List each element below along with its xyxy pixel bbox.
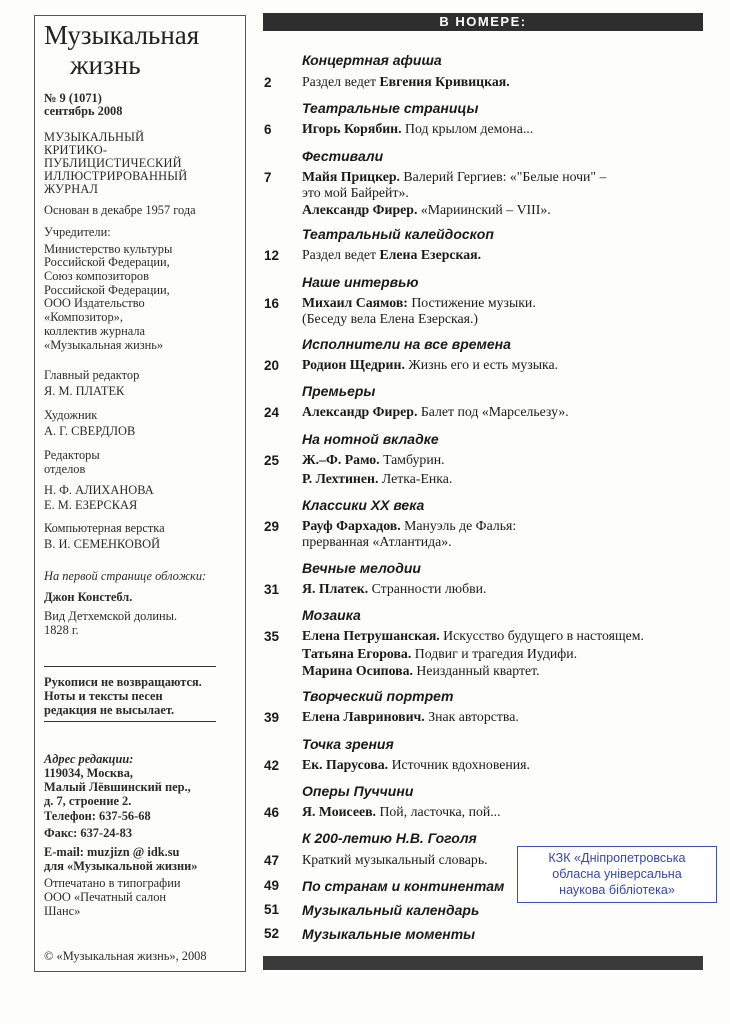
toc-entry-continued: это мой Байрейт». — [302, 185, 409, 200]
toc-entry: Раздел ведет Евгения Кривицкая. — [302, 74, 510, 89]
toc-section-title: По странам и континентам — [302, 878, 505, 894]
toc-page-number: 29 — [264, 519, 280, 534]
chief-editor-label: Главный редактор — [44, 368, 140, 382]
magazine-title-line1: Музыкальная — [44, 20, 200, 50]
toc-section-title: Концертная афиша — [302, 52, 442, 68]
toc-entry: Елена Лавринович. Знак авторства. — [302, 709, 519, 724]
divider — [44, 721, 216, 722]
toc-page-number: 31 — [264, 582, 280, 597]
printer-line: ООО «Печатный салон — [44, 890, 167, 904]
toc-page-number: 12 — [264, 248, 280, 263]
toc-entry: Ек. Парусова. Источник вдохновения. — [302, 757, 530, 772]
founded-note: Основан в декабре 1957 года — [44, 203, 196, 217]
copyright: © «Музыкальная жизнь», 2008 — [44, 949, 207, 963]
founders-line: «Композитор», — [44, 310, 123, 324]
chief-editor-name: Я. М. ПЛАТЕК — [44, 384, 125, 398]
cover-label: На первой странице обложки: — [44, 569, 207, 583]
toc-entry: Рауф Фархадов. Мануэль де Фалья: — [302, 518, 517, 533]
editor-name: Е. М. ЕЗЕРСКАЯ — [44, 498, 138, 512]
journal-type-line: ИЛЛЮСТРИРОВАННЫЙ — [44, 169, 188, 183]
email-note: для «Музыкальной жизни» — [44, 859, 198, 873]
toc-section-title: Творческий портрет — [302, 688, 454, 704]
founders-line: Российской Федерации, — [44, 283, 170, 297]
toc-section-title: Фестивали — [302, 148, 384, 164]
toc-page-number: 25 — [264, 453, 280, 468]
toc-page-number: 39 — [264, 710, 280, 725]
fax: Факс: 637-24-83 — [44, 826, 133, 840]
toc-section-title: Музыкальный календарь — [302, 902, 480, 918]
address-line: Малый Лёвшинский пер., — [44, 780, 191, 794]
address-line: 119034, Москва, — [44, 766, 134, 780]
toc-page-number: 2 — [264, 75, 272, 90]
toc-section-title: Театральные страницы — [302, 100, 479, 116]
toc-entry: Майя Прицкер. Валерий Гергиев: «"Белые ночи" – — [302, 169, 607, 184]
cover-work: 1828 г. — [44, 623, 79, 637]
toc-entry: Михаил Саямов: Постижение музыки. — [302, 295, 536, 310]
toc-entry: Раздел ведет Елена Езерская. — [302, 247, 482, 262]
toc-entry: Краткий музыкальный словарь. — [302, 852, 488, 867]
toc-entry: Ж.–Ф. Рамо. Тамбурин. — [302, 452, 445, 467]
toc-entry: Елена Петрушанская. Искусство будущего в настоящем. — [302, 628, 644, 643]
notice-line: Ноты и тексты песен — [44, 689, 163, 703]
printer-line: Шанс» — [44, 904, 81, 918]
artist-label: Художник — [44, 408, 98, 422]
address-label: Адрес редакции: — [44, 752, 134, 766]
toc-section-title: На нотной вкладке — [302, 431, 439, 447]
printer-line: Отпечатано в типографии — [44, 876, 181, 890]
toc-page-number: 52 — [264, 926, 280, 941]
artist-name: А. Г. СВЕРДЛОВ — [44, 424, 136, 438]
founders-line: ООО Издательство — [44, 296, 145, 310]
toc-entry: Я. Моисеев. Пой, ласточка, пой... — [302, 804, 501, 819]
phone: Телефон: 637-56-68 — [44, 809, 151, 823]
toc-page-number: 42 — [264, 758, 280, 773]
editor-name: Н. Ф. АЛИХАНОВА — [44, 483, 154, 497]
cover-work: Вид Детхемской долины. — [44, 609, 178, 623]
toc-page-number: 46 — [264, 805, 280, 820]
founders-line: Союз композиторов — [44, 269, 149, 283]
journal-type-line: ПУБЛИЦИСТИЧЕСКИЙ — [44, 156, 182, 170]
toc-page-number: 6 — [264, 122, 272, 137]
toc-entry: Игорь Корябин. Под крылом демона... — [302, 121, 534, 136]
issue-date: сентябрь 2008 — [44, 104, 123, 118]
toc-entry: Александр Фирер. Балет под «Марсельезу». — [302, 404, 569, 419]
notice-line: Рукописи не возвращаются. — [44, 675, 202, 689]
toc-section-title: Классики XX века — [302, 497, 425, 513]
toc-page-number: 24 — [264, 405, 280, 420]
founders-line: «Музыкальная жизнь» — [44, 338, 164, 352]
toc-header: В НОМЕРЕ: — [439, 14, 527, 29]
toc-section-title: Оперы Пуччини — [302, 783, 414, 799]
layout-name: В. И. СЕМЕНКОВОЙ — [44, 537, 161, 551]
toc-section-title: Премьеры — [302, 383, 376, 399]
toc-entry-continued: (Беседу вела Елена Езерская.) — [302, 311, 479, 326]
toc-entry: Родион Щедрин. Жизнь его и есть музыка. — [302, 357, 559, 372]
toc-entry: Р. Лехтинен. Летка-Енка. — [302, 471, 453, 486]
toc-page-number: 35 — [264, 629, 280, 644]
toc-page-number: 49 — [264, 878, 280, 893]
notice-line: редакция не высылает. — [44, 703, 175, 717]
editors-label: Редакторы — [44, 448, 100, 462]
toc-page-number: 47 — [264, 853, 280, 868]
library-stamp — [517, 846, 717, 903]
toc-page-number: 16 — [264, 296, 280, 311]
toc-section-title: Точка зрения — [302, 736, 394, 752]
toc-section-title: Наше интервью — [302, 274, 419, 290]
issue-number: № 9 (1071) — [44, 91, 102, 105]
founders-line: коллектив журнала — [44, 324, 146, 338]
address-line: д. 7, строение 2. — [44, 794, 132, 808]
journal-type-line: КРИТИКО- — [44, 143, 108, 157]
toc-entry: Марина Осипова. Неизданный квартет. — [302, 663, 540, 678]
toc-page-number: 7 — [264, 170, 272, 185]
founders-line: Министерство культуры — [44, 242, 173, 256]
magazine-title-line2: жизнь — [70, 50, 141, 80]
founders-line: Российской Федерации, — [44, 255, 170, 269]
email: E-mail: muzjizn @ idk.su — [44, 845, 180, 859]
journal-type-line: ЖУРНАЛ — [44, 182, 99, 196]
toc-section-title: Вечные мелодии — [302, 560, 421, 576]
journal-type-line: МУЗЫКАЛЬНЫЙ — [44, 130, 145, 144]
toc-section-title: Театральный калейдоскоп — [302, 226, 494, 242]
toc-section-title: Музыкальные моменты — [302, 926, 476, 942]
magazine-title — [44, 20, 199, 80]
toc-page-number: 51 — [264, 902, 280, 917]
toc-section-title: Мозаика — [302, 607, 361, 623]
stamp-line: КЗК «Дніпропетровська — [548, 851, 686, 865]
toc-section-title: К 200-летию Н.В. Гоголя — [302, 830, 477, 846]
editors-label: отделов — [44, 462, 86, 476]
toc-entry: Александр Фирер. «Мариинский – VIII». — [302, 202, 551, 217]
toc-entry: Я. Платек. Странности любви. — [302, 581, 487, 596]
toc-page-number: 20 — [264, 358, 280, 373]
cover-author: Джон Констебл. — [44, 590, 133, 604]
toc-footer-bar — [263, 956, 703, 970]
layout-label: Компьютерная верстка — [44, 521, 165, 535]
stamp-line: обласна універсальна — [552, 867, 682, 881]
toc-entry: Татьяна Егорова. Подвиг и трагедия Иудифи. — [302, 646, 578, 661]
stamp-line: наукова бібліотека» — [559, 883, 675, 897]
toc-entry-continued: прерванная «Атлантида». — [302, 534, 452, 549]
divider — [44, 666, 216, 667]
toc-section-title: Исполнители на все времена — [302, 336, 511, 352]
founders-label: Учредители: — [44, 225, 111, 239]
